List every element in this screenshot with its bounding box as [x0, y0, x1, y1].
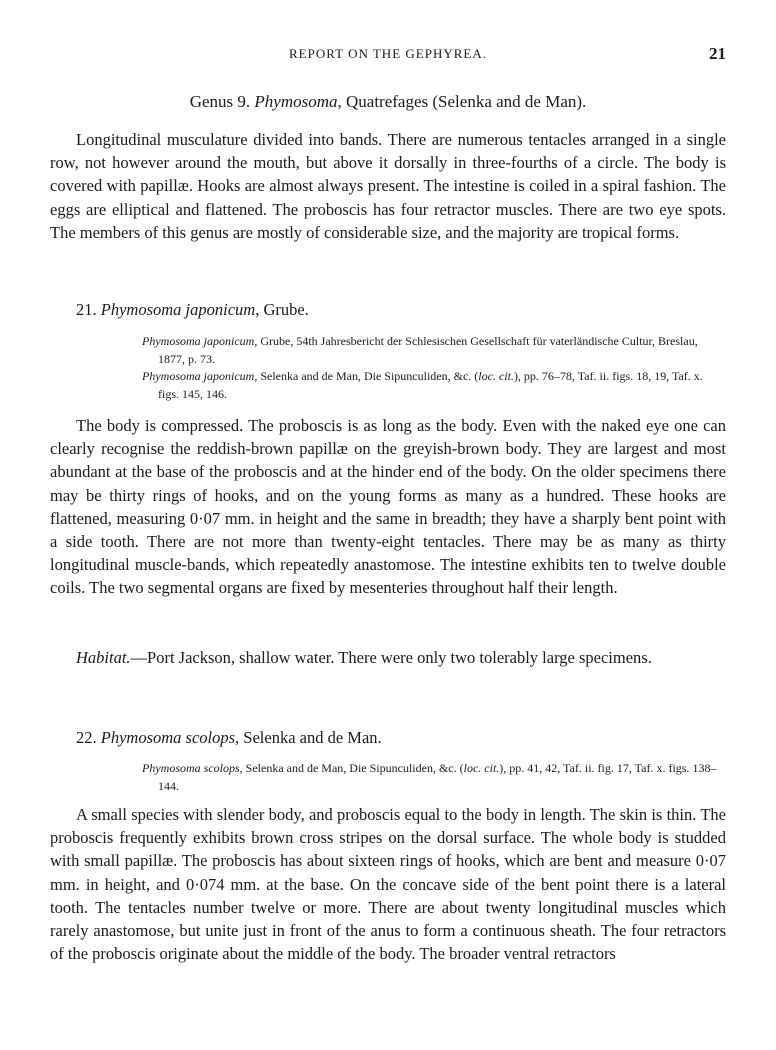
- genus-authority: , Quatrefages (Selenka and de Man).: [337, 92, 587, 111]
- running-head: REPORT ON THE GEPHYREA.: [289, 46, 487, 61]
- species-authority: , Grube.: [255, 300, 309, 319]
- synonymy-list-22: [142, 760, 726, 795]
- reference-taxon: Phymosoma scolops: [142, 761, 240, 775]
- reference-text: , Selenka and de Man, Die Sipunculiden, &c. (: [254, 369, 479, 383]
- habitat-21: [50, 646, 726, 669]
- reference-tail: ), pp. 41, 42, Taf. ii. fig. 17, Taf. x. figs. 138–144.: [158, 761, 717, 793]
- genus-number: Genus 9.: [189, 92, 251, 111]
- species-number: 22.: [76, 728, 97, 747]
- habitat-label: Habitat.: [76, 648, 131, 667]
- species-name: Phymosoma japonicum: [100, 300, 256, 319]
- page-number: 21: [709, 44, 726, 63]
- synonymy-list-21: [142, 333, 726, 403]
- species-heading-22: [76, 728, 382, 748]
- genus-description: Longitudinal musculature divided into bands. There are numerous tentacles arranged in a single row, not however around the mouth, but above it dorsally in three-fourths of a circle. The body is covered with papillæ. Hooks are almost always present. The intestine is coiled in a spiral fashion. The eggs are elliptical and flattened. The proboscis has four retractor muscles. There are two eye spots. The members of this genus are mostly of considerable size, and the majority are tropical forms.: [50, 130, 726, 242]
- species-name: Phymosoma scolops: [100, 728, 236, 747]
- reference-taxon: Phymosoma japonicum: [142, 334, 255, 348]
- species-number: 21.: [76, 300, 97, 319]
- synonymy-reference: [142, 368, 726, 403]
- genus-name: Phymosoma: [254, 92, 338, 111]
- synonymy-reference: [142, 333, 726, 368]
- reference-taxon: Phymosoma japonicum: [142, 369, 255, 383]
- species-heading-21: [76, 300, 309, 320]
- synonymy-reference: [142, 760, 726, 795]
- reference-text: , Selenka and de Man, Die Sipunculiden, &c. (: [239, 761, 464, 775]
- reference-cit: loc. cit.: [478, 369, 514, 383]
- species-description-21: The body is compressed. The proboscis is as long as the body. Even with the naked eye one can clearly recognise the reddish-brown papillæ on the greyish-brown body. They are largest and most abundant at the base of the proboscis and at the hinder end of the body. On the older specimens there may be thirty rings of hooks, and on the young forms as many as a hundred. These hooks are flattened, measuring 0·07 mm. in height and the same in breadth; they have a sharply bent point with a side tooth. There are not more than twenty-eight tentacles. There may be as many as thirty longitudinal muscle-bands, which repeatedly anastomose. The intestine exhibits ten to twelve double coils. The two segmental organs are fixed by mesenteries throughout half their length.: [50, 416, 726, 598]
- genus-heading: [50, 92, 726, 112]
- reference-text: , Grube, 54th Jahresbericht der Schlesischen Gesellschaft für vaterländische Cultur, Breslau, 1877, p. 73.: [158, 334, 698, 366]
- species-description-22: A small species with slender body, and proboscis equal to the body in length. The skin is thin. The proboscis frequently exhibits brown cross stripes on the dorsal surface. The whole body is studded with small papillæ. The proboscis has about sixteen rings of hooks, which are bent and measure 0·07 mm. in height, and 0·074 mm. at the base. On the concave side of the bent point there is a lateral tooth. The tentacles number twelve or more. There are about twenty longitudinal muscles which rarely anastomose, but unite just in front of the anus to form a continuous sheath. The four retractors of the proboscis originate about the middle of the body. The broader ventral retractors: [50, 805, 726, 964]
- reference-tail: ), pp. 76–78, Taf. ii. figs. 18, 19, Taf. x. figs. 145, 146.: [158, 369, 703, 401]
- habitat-text: —Port Jackson, shallow water. There were only two tolerably large specimens.: [130, 648, 652, 667]
- species-authority: , Selenka and de Man.: [235, 728, 382, 747]
- reference-cit: loc. cit.: [463, 761, 500, 775]
